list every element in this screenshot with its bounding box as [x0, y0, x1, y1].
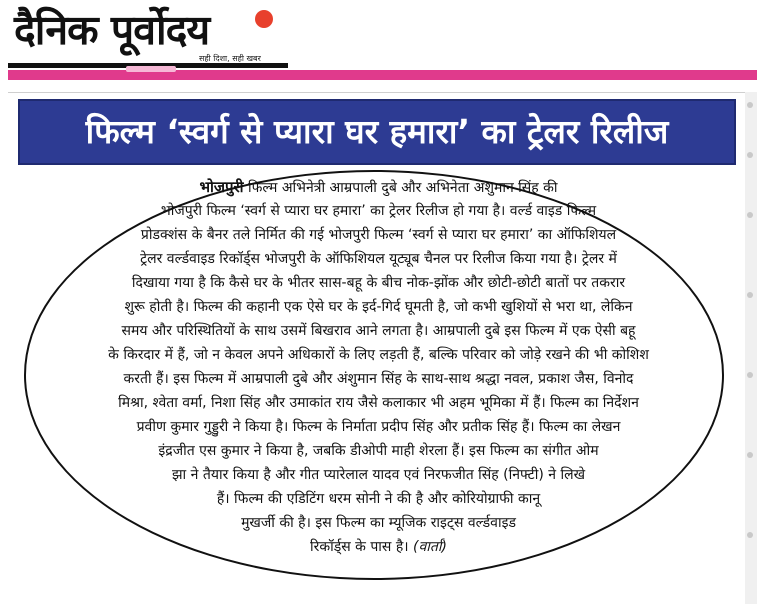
- article-line: [0, 536, 757, 558]
- article-line-text: रिकॉर्ड्स के पास है।: [310, 539, 409, 555]
- newspaper-logo: दैनिक पूर्वोदय: [14, 6, 210, 54]
- lead-word: भोजपुरी: [199, 178, 244, 196]
- headline-banner: [18, 99, 736, 165]
- article-line: ट्रेलर वर्ल्डवाइड रिकॉर्ड्स भोजपुरी के ऑफिशियल यूट्यूब चैनल पर रिलीज किया गया है। ट्रेलर में: [140, 251, 617, 267]
- masthead: [0, 0, 757, 82]
- headline: फिल्म ‘स्वर्ग से प्यारा घर हमारा’ का ट्रेलर रिलीज: [85, 112, 669, 151]
- article-line: शुरू होती है। फिल्म की कहानी एक ऐसे घर के इर्द-गिर्द घूमती है, जो कभी खुशियों से भरा था, लेकिन: [124, 299, 633, 315]
- article-line: समय और परिस्थितियों के साथ उसमें बिखराव आने लगता है। आम्रपाली दुबे इस फिल्म में एक ऐसी बहू: [121, 323, 636, 339]
- article-line: प्रवीण कुमार गुड्डुरी ने किया है। फिल्म के निर्माता प्रदीप सिंह और प्रतीक सिंह हैं। फिल्म का लेखन: [136, 419, 621, 435]
- page-divider: [8, 92, 749, 93]
- article-line: मुखर्जी की है। इस फिल्म का म्यूजिक राइट्स वर्ल्डवाइड: [241, 515, 516, 531]
- article-line: [0, 176, 757, 199]
- promo-tab: [126, 66, 176, 72]
- news-agency-credit: (वार्ता): [413, 539, 447, 555]
- article-line: भोजपुरी फिल्म ‘स्वर्ग से प्यारा घर हमारा’ का ट्रेलर रिलीज हो गया है। वर्ल्ड वाइड फिल्म: [160, 203, 597, 219]
- article-line: हैं। फिल्म की एडिटिंग धरम सोनी ने की है और कोरियोग्राफी कानू: [216, 491, 541, 507]
- masthead-stripe: [8, 70, 757, 80]
- article-line: करती हैं। इस फिल्म में आम्रपाली दुबे और अंशुमान सिंह के साथ-साथ श्रद्धा नवल, प्रकाश जैस, विनोद: [123, 371, 634, 387]
- article-line-text: फिल्म अभिनेत्री आम्रपाली दुबे और अभिनेता अंशुमान सिंह की: [248, 180, 558, 196]
- article-line: के किरदार में हैं, जो न केवल अपने अधिकारों के लिए लड़ती हैं, बल्कि परिवार को जोड़े रखने की भी कोशिश: [108, 347, 649, 363]
- article-line: इंद्रजीत एस कुमार ने किया है, जबकि डीओपी माही शेरला हैं। इस फिल्म का संगीत ओम: [158, 443, 599, 459]
- logo-sun-icon: [255, 10, 273, 28]
- article-line: मिश्रा, श्वेता वर्मा, निशा सिंह और उमाकांत राय जैसे कलाकार भी अहम भूमिका में हैं। फिल्म का निर्देशन: [118, 395, 639, 411]
- article-line: प्रोडक्शंस के बैनर तले निर्मित की गई भोजपुरी फिल्म ‘स्वर्ग से प्यारा घर हमारा’ का ऑफिशियल: [140, 227, 617, 243]
- article-line: दिखाया गया है कि कैसे घर के भीतर सास-बहू के बीच नोक-झोंक और छोटी-छोटी बातों पर तकरार: [131, 275, 626, 291]
- tagline: सही दिशा, सही खबर: [199, 54, 261, 63]
- article-line: झा ने तैयार किया है और गीत प्यारेलाल यादव एवं निरफजीत सिंह (निफ्टी) ने लिखे: [171, 467, 586, 483]
